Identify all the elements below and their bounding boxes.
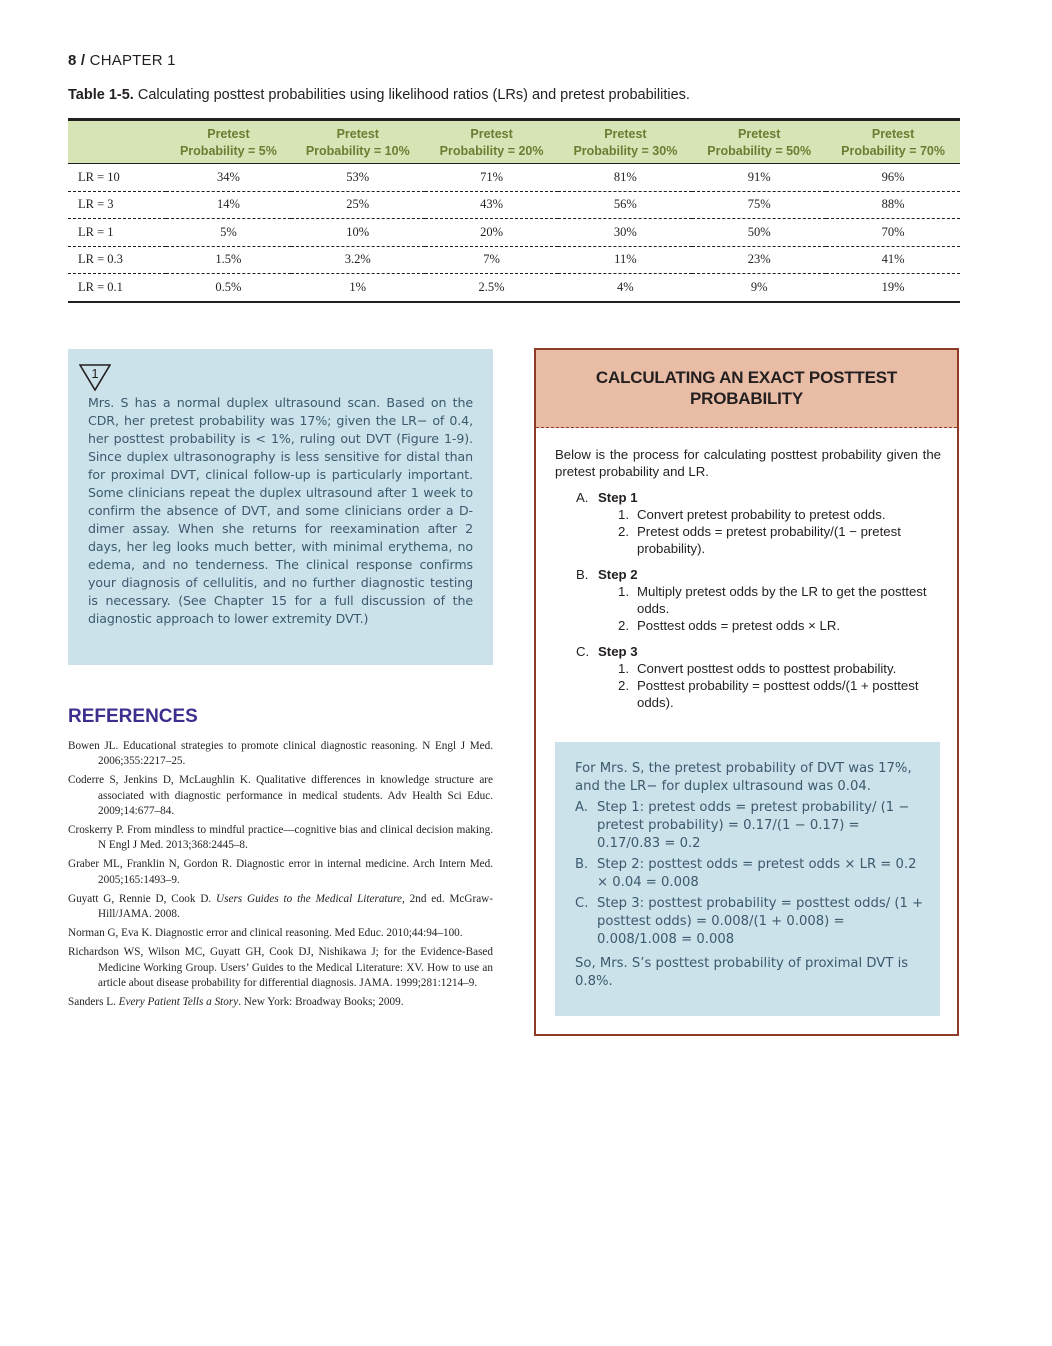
table-cell: 23%: [692, 246, 826, 274]
column-header: Pretest Probability = 20%: [425, 120, 559, 164]
table-cell: 20%: [425, 219, 559, 247]
reference-item: Sanders L. Every Patient Tells a Story. New York: Broadway Books; 2009.: [68, 996, 404, 1009]
table-cell: 5%: [166, 219, 291, 247]
step-title: Step 1: [598, 490, 638, 505]
step-title: Step 3: [598, 644, 638, 659]
table-cell: 88%: [826, 191, 960, 219]
step-letter: B.: [576, 567, 589, 582]
example-intro: For Mrs. S, the pretest probability of DVT was 17%, and the LR− for duplex ultrasound was 0.04.: [575, 761, 912, 794]
header-separator: /: [80, 52, 86, 69]
column-header: Pretest Probability = 10%: [291, 120, 425, 164]
table-cell: 34%: [166, 164, 291, 192]
case-box: [68, 349, 493, 665]
case-text: Mrs. S has a normal duplex ultrasound scan. Based on the CDR, her pretest probability was 17%; given the LR− of 0.4, her posttest probability is < 1%, ruling out DVT (Figure 1-9). Since duplex ultrasonography is less sensitive for distal than for proximal DVT, clinical follow-up is particularly important. Some clinicians repeat the duplex ultrasound after 1 week to confirm the absence of DVT, and some clinicians order a D-dimer assay. When she returns for reexamination after 2 days, her leg looks much better, with minimal erythema, no edema, and no tenderness. The clinical response confirms your diagnosis of cellulitis, and no further diagnostic testing is necessary. (See Chapter 15 for a full discussion of the diagnostic approach to lower extremity DVT.): [88, 395, 473, 626]
column-header: Pretest Probability = 30%: [558, 120, 692, 164]
page-number: 8: [68, 52, 77, 69]
row-label: LR = 3: [68, 191, 166, 219]
table-cell: 50%: [692, 219, 826, 247]
calculation-steps: [555, 489, 941, 720]
table-row: [68, 219, 960, 247]
example-step: C. Step 3: posttest probability = posttest odds/ (1 + posttest odds) = 0.008/(1 + 0.008) = 0.008/1.008 = 0.008: [575, 896, 924, 947]
table-corner-cell: [68, 120, 166, 164]
worked-example-text: [575, 760, 925, 991]
example-step: A. Step 1: pretest odds = pretest probability/ (1 − pretest probability) = 0.17/(1 − 0.17) = 0.17/0.83 = 0.2: [575, 800, 910, 851]
step-item: 2. Pretest odds = pretest probability/(1 − pretest probability).: [618, 524, 901, 556]
step-letter: C.: [576, 644, 590, 659]
table-caption-text: Calculating posttest probabilities using likelihood ratios (LRs) and pretest probabilities.: [137, 87, 690, 103]
table-cell: 14%: [166, 191, 291, 219]
table-row: [68, 246, 960, 274]
table-row: [68, 274, 960, 302]
example-conclusion: So, Mrs. S’s posttest probability of proximal DVT is 0.8%.: [575, 956, 909, 989]
reference-item: Croskerry P. From mindless to mindful practice—cognitive bias and clinical decision making. N Engl J Med. 2013;368:2445–8.: [68, 824, 493, 852]
table-cell: 91%: [692, 164, 826, 192]
running-header: [68, 52, 176, 69]
table-label: Table 1-5.: [68, 87, 134, 103]
table-cell: 3.2%: [291, 246, 425, 274]
table-cell: 96%: [826, 164, 960, 192]
table-header-row: [68, 120, 960, 164]
column-header: Pretest Probability = 50%: [692, 120, 826, 164]
posttest-probability-table: [68, 118, 960, 303]
table-cell: 30%: [558, 219, 692, 247]
table-row: [68, 164, 960, 192]
reference-item: Guyatt G, Rennie D, Cook D. Users Guides to the Medical Literature, 2nd ed. McGraw-Hill/JAMA. 2008.: [68, 892, 493, 921]
step-item: 2. Posttest probability = posttest odds/(1 + posttest odds).: [618, 678, 919, 710]
table-cell: 9%: [692, 274, 826, 302]
column-header: Pretest Probability = 5%: [166, 120, 291, 164]
table-cell: 56%: [558, 191, 692, 219]
calculation-box-title: CALCULATING AN EXACT POSTTEST PROBABILITY: [595, 368, 898, 408]
table-row: [68, 191, 960, 219]
table-cell: 1.5%: [166, 246, 291, 274]
chapter-label: CHAPTER 1: [89, 52, 176, 69]
table-cell: 10%: [291, 219, 425, 247]
step-group: [555, 566, 941, 634]
table-cell: 7%: [425, 246, 559, 274]
step-item: 2. Posttest odds = pretest odds × LR.: [618, 618, 841, 633]
row-label: LR = 0.3: [68, 246, 166, 274]
table-cell: 1%: [291, 274, 425, 302]
step-group: [555, 643, 941, 711]
step-item: 1. Multiply pretest odds by the LR to get the posttest odds.: [618, 584, 927, 616]
table-cell: 53%: [291, 164, 425, 192]
case-number-triangle-icon: [79, 364, 111, 392]
row-label: LR = 1: [68, 219, 166, 247]
table-cell: 70%: [826, 219, 960, 247]
example-step: B. Step 2: posttest odds = pretest odds × LR = 0.2 × 0.04 = 0.008: [575, 857, 917, 890]
table-cell: 43%: [425, 191, 559, 219]
table-cell: 19%: [826, 274, 960, 302]
step-group: [555, 489, 941, 557]
references-list: [68, 739, 493, 1014]
table-cell: 81%: [558, 164, 692, 192]
reference-item: Bowen JL. Educational strategies to promote clinical diagnostic reasoning. N Engl J Med. 2006;355:2217–25.: [68, 740, 493, 768]
step-item: 1. Convert posttest odds to posttest probability.: [618, 661, 897, 676]
calculation-box: [534, 348, 959, 1036]
row-label: LR = 10: [68, 164, 166, 192]
column-header: Pretest Probability = 70%: [826, 120, 960, 164]
table-cell: 4%: [558, 274, 692, 302]
reference-item: Coderre S, Jenkins D, McLaughlin K. Qualitative differences in knowledge structure are associated with diagnostic performance in medical students. Adv Health Sci Educ. 2009;14:677–84.: [68, 774, 493, 817]
table-cell: 0.5%: [166, 274, 291, 302]
worked-example-box: [555, 742, 940, 1016]
table-cell: 71%: [425, 164, 559, 192]
case-number: 1: [91, 366, 99, 381]
table-cell: 41%: [826, 246, 960, 274]
calculation-intro: Below is the process for calculating posttest probability given the pretest probability and LR.: [555, 447, 941, 479]
table-caption: [68, 87, 690, 103]
row-label: LR = 0.1: [68, 274, 166, 302]
table-cell: 11%: [558, 246, 692, 274]
table-cell: 2.5%: [425, 274, 559, 302]
table-cell: 75%: [692, 191, 826, 219]
step-title: Step 2: [598, 567, 638, 582]
calculation-box-header: [536, 350, 957, 428]
reference-item: Richardson WS, Wilson MC, Guyatt GH, Cook DJ, Nishikawa J; for the Evidence-Based Medicine Working Group. Users’ Guides to the Medical Literature: XV. How to use an article about disease probability for differential diagnosis. JAMA. 1999;281:1214–9.: [68, 946, 493, 989]
reference-item: Norman G, Eva K. Diagnostic error and clinical reasoning. Med Educ. 2010;44:94–100.: [68, 927, 463, 940]
step-item: 1. Convert pretest probability to pretest odds.: [618, 507, 886, 522]
references-title: REFERENCES: [68, 706, 198, 727]
step-letter: A.: [576, 490, 589, 505]
reference-item: Graber ML, Franklin N, Gordon R. Diagnostic error in internal medicine. Arch Intern Med. 2005;165:1493–9.: [68, 858, 493, 886]
table-cell: 25%: [291, 191, 425, 219]
